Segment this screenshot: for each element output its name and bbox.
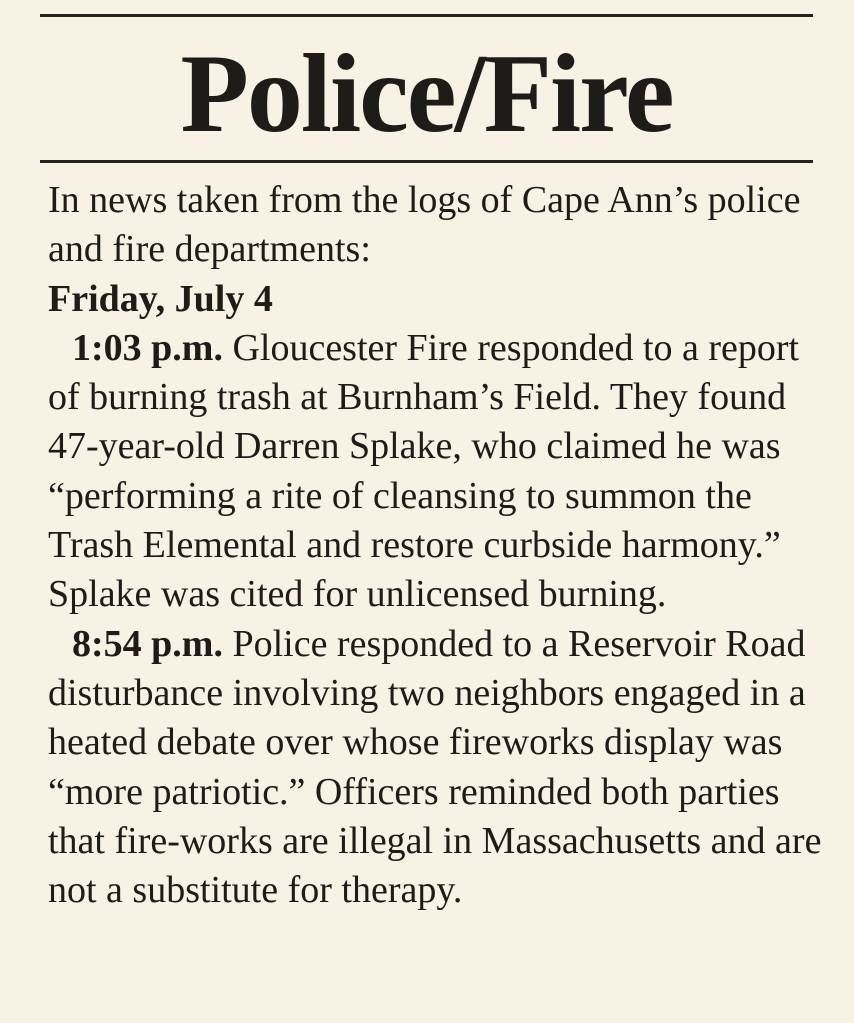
- entry-time: 8:54 p.m.: [72, 622, 223, 665]
- article-body: [48, 176, 823, 915]
- top-rule: [40, 14, 813, 17]
- entry-text: Gloucester Fire responded to a report of burning trash at Burnham’s Field. They found 47-year-old Darren Splake, who claimed he was “performing a rite of cleansing to summon the Trash Elemental and restore curbside harmony.” Splake was cited for unlicensed burning.: [48, 326, 800, 616]
- log-entry: [48, 324, 823, 620]
- intro-paragraph: In news taken from the logs of Cape Ann’s police and fire departments:: [48, 179, 801, 271]
- entry-text: Police responded to a Reservoir Road disturbance involving two neighbors engaged in a heated debate over whose fireworks display was “more patriotic.” Officers reminded both parties that fire-works are illegal in Massachusetts and are not a substitute for therapy.: [48, 622, 822, 912]
- entry-time: 1:03 p.m.: [72, 326, 223, 369]
- headline: Police/Fire: [180, 32, 673, 156]
- dateline: Friday, July 4: [48, 277, 273, 320]
- bottom-rule: [40, 160, 813, 163]
- log-entry: [48, 620, 823, 916]
